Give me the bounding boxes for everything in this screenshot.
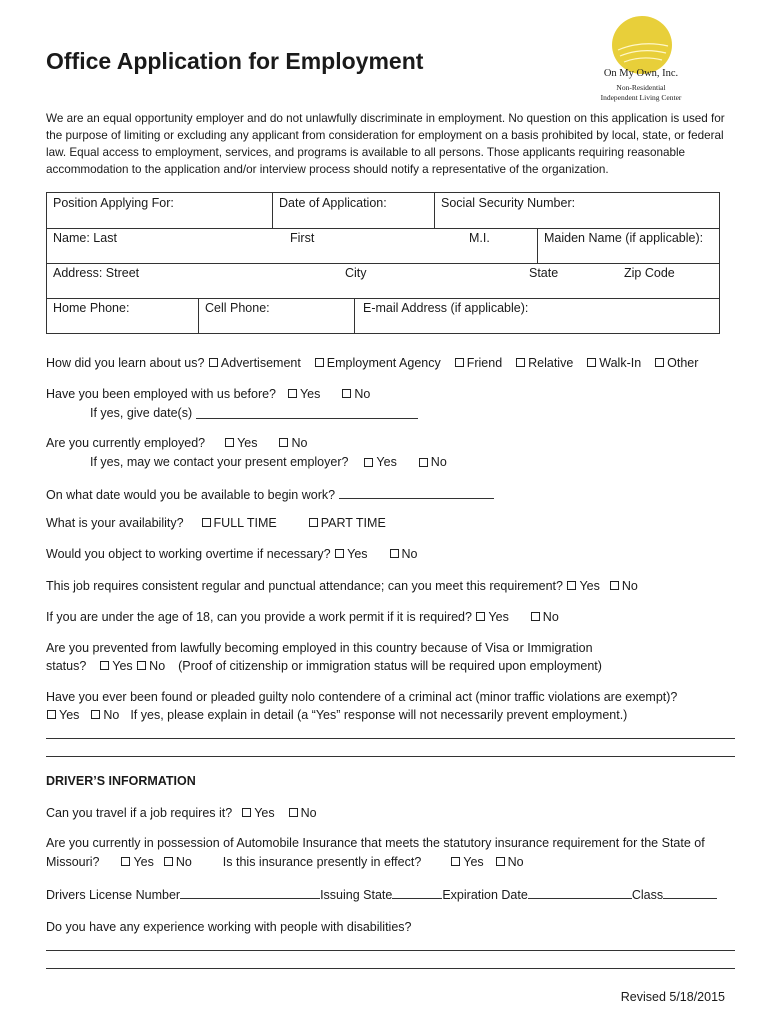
table-col-divider — [272, 193, 273, 228]
contact-employer-yes-checkbox[interactable] — [364, 458, 373, 467]
insurance-no-checkbox[interactable] — [164, 857, 173, 866]
logo-org-name: On My Own, Inc. — [603, 68, 679, 79]
walk-in-label: Walk-In — [599, 356, 642, 370]
give-dates-label: If yes, give date(s) — [90, 406, 193, 420]
friend-label: Friend — [466, 356, 503, 370]
no-label: No — [291, 436, 308, 450]
class-input[interactable] — [663, 886, 717, 899]
available-date-input[interactable] — [339, 486, 494, 499]
email-field[interactable]: E-mail Address (if applicable): — [363, 301, 529, 315]
yes-label: Yes — [463, 855, 484, 869]
class-label: Class — [631, 888, 664, 902]
issuing-state-label: Issuing State — [320, 888, 393, 902]
disabilities-answer-line-1[interactable] — [46, 950, 735, 951]
work-permit-yes-checkbox[interactable] — [476, 612, 485, 621]
no-label: No — [621, 579, 638, 593]
criminal-explanation-line-1[interactable] — [46, 738, 735, 739]
currently-employed-no-checkbox[interactable] — [279, 438, 288, 447]
yes-label: Yes — [59, 708, 80, 722]
currently-employed-question — [46, 436, 307, 450]
table-row-divider — [47, 263, 719, 264]
street-address-field[interactable]: Address: Street — [53, 266, 140, 280]
friend-checkbox[interactable] — [455, 358, 464, 367]
no-label: No — [175, 855, 192, 869]
learn-about-us-label: How did you learn about us? — [46, 356, 205, 370]
yes-label: Yes — [376, 455, 397, 469]
no-label: No — [354, 387, 371, 401]
visa-question-line1: Are you prevented from lawfully becoming employed in this country because of Visa or Immigration — [46, 641, 593, 655]
table-row-divider — [47, 298, 719, 299]
relative-checkbox[interactable] — [516, 358, 525, 367]
table-row-divider — [47, 228, 719, 229]
available-date-question — [46, 486, 494, 502]
no-label: No — [401, 547, 418, 561]
visa-no-checkbox[interactable] — [137, 661, 146, 670]
insurance-effect-no-checkbox[interactable] — [496, 857, 505, 866]
contact-employer-label: If yes, may we contact your present employer? — [90, 455, 349, 469]
table-col-divider — [537, 228, 538, 263]
visa-yes-checkbox[interactable] — [100, 661, 109, 670]
city-field[interactable]: City — [345, 266, 367, 280]
employed-dates-input[interactable] — [196, 406, 418, 419]
contact-employer-no-checkbox[interactable] — [419, 458, 428, 467]
position-applying-field[interactable]: Position Applying For: — [53, 196, 174, 210]
no-label: No — [300, 806, 317, 820]
date-of-application-field[interactable]: Date of Application: — [279, 196, 387, 210]
currently-employed-label: Are you currently employed? — [46, 436, 206, 450]
logo-subtitle-1: Non-Residential — [616, 83, 666, 92]
license-row — [46, 886, 717, 902]
overtime-label: Would you object to working overtime if necessary? — [46, 547, 331, 561]
last-name-field[interactable]: Name: Last — [53, 231, 117, 245]
travel-yes-checkbox[interactable] — [242, 808, 251, 817]
no-label: No — [507, 855, 524, 869]
yes-label: Yes — [299, 387, 321, 401]
license-number-input[interactable] — [180, 886, 320, 899]
other-checkbox[interactable] — [655, 358, 664, 367]
issuing-state-input[interactable] — [392, 886, 442, 899]
criminal-question-line1: Have you ever been found or pleaded guilty nolo contendere of a criminal act (minor traffic violations are exempt)? — [46, 690, 678, 704]
criminal-explain-label: If yes, please explain in detail (a “Yes” response will not necessarily prevent employment.) — [130, 708, 628, 722]
employed-before-no-checkbox[interactable] — [342, 389, 351, 398]
work-permit-question — [46, 610, 559, 624]
maiden-name-field[interactable]: Maiden Name (if applicable): — [544, 231, 704, 245]
cell-phone-field[interactable]: Cell Phone: — [205, 301, 270, 315]
drivers-info-heading: DRIVER’S INFORMATION — [46, 774, 196, 788]
insurance-effect-label: Is this insurance presently in effect? — [222, 855, 422, 869]
employed-before-label: Have you been employed with us before? — [46, 387, 277, 401]
insurance-question-line1: Are you currently in possession of Automobile Insurance that meets the statutory insurance requirement for the State of — [46, 836, 705, 850]
relative-label: Relative — [528, 356, 574, 370]
logo-sun-icon — [612, 16, 672, 74]
yes-label: Yes — [237, 436, 258, 450]
table-col-divider — [198, 298, 199, 333]
visa-question-line2 — [46, 659, 602, 673]
visa-proof-note: (Proof of citizenship or immigration status will be required upon employment) — [178, 659, 602, 673]
criminal-no-checkbox[interactable] — [91, 710, 100, 719]
yes-label: Yes — [254, 806, 275, 820]
currently-employed-yes-checkbox[interactable] — [225, 438, 234, 447]
part-time-checkbox[interactable] — [309, 518, 318, 527]
availability-question — [46, 516, 386, 530]
no-label: No — [430, 455, 447, 469]
advertisement-label: Advertisement — [220, 356, 301, 370]
page-title: Office Application for Employment — [46, 48, 424, 74]
revised-date: Revised 5/18/2015 — [620, 990, 725, 1004]
yes-label: Yes — [579, 579, 600, 593]
state-field[interactable]: State — [529, 266, 559, 280]
full-time-label: FULL TIME — [213, 516, 277, 530]
no-label: No — [103, 708, 120, 722]
yes-label: Yes — [133, 855, 154, 869]
insurance-question-line2 — [46, 855, 524, 869]
overtime-question — [46, 547, 417, 561]
middle-initial-field[interactable]: M.I. — [469, 231, 490, 245]
part-time-label: PART TIME — [320, 516, 386, 530]
learn-about-us-question — [46, 356, 698, 370]
expiration-date-input[interactable] — [528, 886, 632, 899]
no-label: No — [542, 610, 559, 624]
available-date-label: On what date would you be available to begin work? — [46, 488, 336, 502]
other-label: Other — [667, 356, 699, 370]
travel-label: Can you travel if a job requires it? — [46, 806, 233, 820]
visa-status-label: status? — [46, 659, 87, 673]
table-col-divider — [354, 298, 355, 333]
first-name-field[interactable]: First — [290, 231, 315, 245]
work-permit-no-checkbox[interactable] — [531, 612, 540, 621]
employed-before-dates — [90, 406, 418, 420]
applicant-info-table — [46, 192, 720, 334]
travel-question — [46, 806, 317, 820]
employed-before-yes-checkbox[interactable] — [288, 389, 297, 398]
intro-paragraph: We are an equal opportunity employer and do not unlawfully discriminate in employment. No question on this application is used for the purpose of limiting or excluding any applicant from consideration for employment on a basis prohibited by local, state, or federal law. Equal access to employment, services, and programs is available to all persons. Those applicants requiring reasonable accommodation to the application and/or interview process should notify a representative of the organization. — [46, 112, 725, 176]
overtime-no-checkbox[interactable] — [390, 549, 399, 558]
overtime-yes-checkbox[interactable] — [335, 549, 344, 558]
expiration-date-label: Expiration Date — [442, 888, 528, 902]
no-label: No — [149, 659, 166, 673]
criminal-question-line2 — [46, 708, 627, 722]
zip-code-field[interactable]: Zip Code — [624, 266, 675, 280]
attendance-question — [46, 579, 638, 593]
ssn-field[interactable]: Social Security Number: — [441, 196, 576, 210]
insurance-yes-checkbox[interactable] — [121, 857, 130, 866]
availability-label: What is your availability? — [46, 516, 184, 530]
advertisement-checkbox[interactable] — [209, 358, 218, 367]
employment-agency-label: Employment Agency — [326, 356, 441, 370]
insurance-effect-yes-checkbox[interactable] — [451, 857, 460, 866]
disabilities-answer-line-2[interactable] — [46, 968, 735, 969]
logo-subtitle-2: Independent Living Center — [600, 93, 682, 102]
travel-no-checkbox[interactable] — [289, 808, 298, 817]
yes-label: Yes — [112, 659, 133, 673]
yes-label: Yes — [488, 610, 509, 624]
attendance-no-checkbox[interactable] — [610, 581, 619, 590]
work-permit-label: If you are under the age of 18, can you provide a work permit if it is required? — [46, 610, 472, 624]
license-number-label: Drivers License Number — [46, 888, 181, 902]
contact-employer-question — [90, 455, 447, 469]
walk-in-checkbox[interactable] — [587, 358, 596, 367]
attendance-label: This job requires consistent regular and punctual attendance; can you meet this requirement? — [46, 579, 563, 593]
missouri-label: Missouri? — [46, 855, 100, 869]
employment-agency-checkbox[interactable] — [315, 358, 324, 367]
employed-before-question — [46, 387, 370, 401]
table-col-divider — [434, 193, 435, 228]
disabilities-question: Do you have any experience working with people with disabilities? — [46, 920, 412, 934]
yes-label: Yes — [347, 547, 368, 561]
attendance-yes-checkbox[interactable] — [567, 581, 576, 590]
criminal-yes-checkbox[interactable] — [47, 710, 56, 719]
full-time-checkbox[interactable] — [202, 518, 211, 527]
criminal-explanation-line-2[interactable] — [46, 756, 735, 757]
home-phone-field[interactable]: Home Phone: — [53, 301, 130, 315]
